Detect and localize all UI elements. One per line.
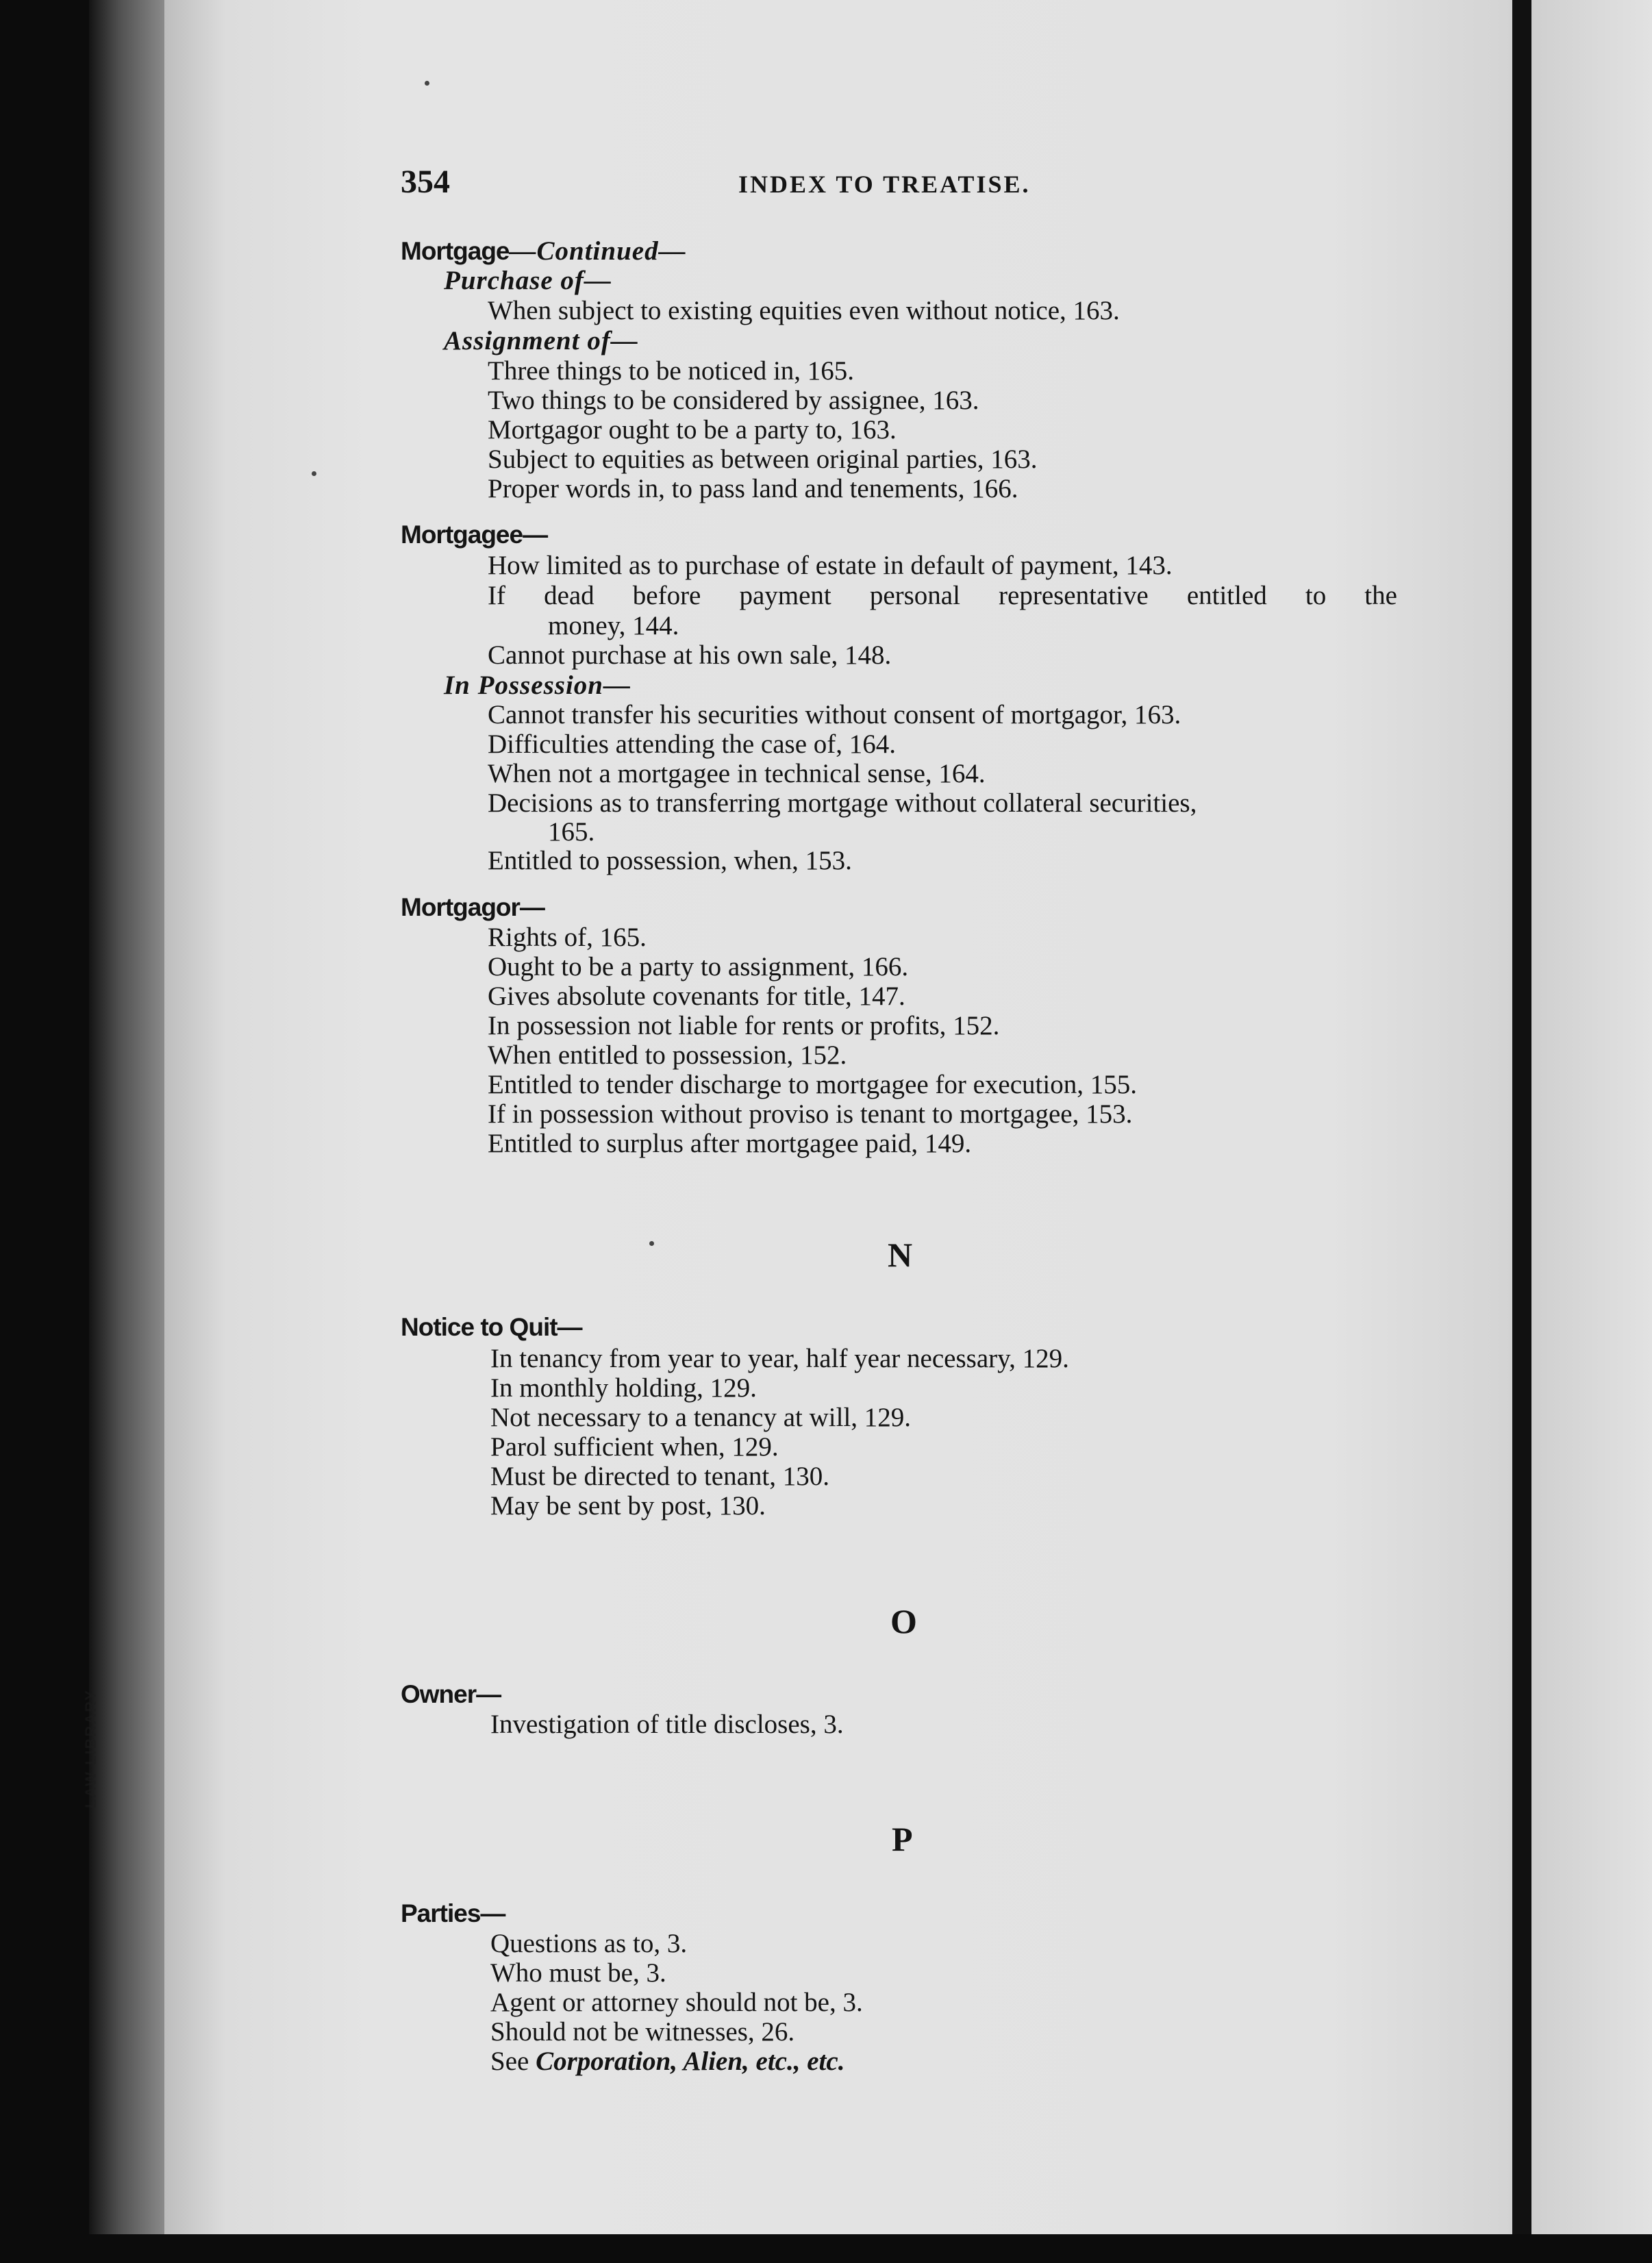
subheading-assignment: Assignment of— <box>444 326 638 355</box>
index-line: When not a mortgagee in technical sense, 164. <box>488 759 986 788</box>
index-line: How limited as to purchase of estate in default of payment, 143. <box>488 551 1173 580</box>
heading-owner: Owner— <box>401 1680 501 1708</box>
see-prefix: See <box>490 2047 536 2076</box>
page-number: 354 <box>401 164 450 200</box>
subheading-purchase: Purchase of— <box>444 266 612 295</box>
index-line: Entitled to surplus after mortgagee paid, 149. <box>488 1129 972 1158</box>
word: personal <box>869 581 960 610</box>
index-line: In tenancy from year to year, half year necessary, 129. <box>490 1344 1069 1373</box>
word: to <box>1305 581 1327 610</box>
speck <box>312 471 316 476</box>
index-line: Questions as to, 3. <box>490 1929 688 1958</box>
index-line: Parol sufficient when, 129. <box>490 1432 779 1462</box>
index-line: Must be directed to tenant, 130. <box>490 1462 829 1491</box>
index-line: Two things to be considered by assignee, 163. <box>488 386 979 415</box>
index-line: Agent or attorney should not be, 3. <box>490 1988 863 2017</box>
heading-mortgagor: Mortgagor— <box>401 893 545 921</box>
section-letter-p: P <box>892 1820 913 1858</box>
subheading-in-possession: In Possession— <box>444 671 631 700</box>
index-line: When entitled to possession, 152. <box>488 1040 847 1070</box>
index-line-continuation: money, 144. <box>548 611 679 640</box>
index-line: Investigation of title discloses, 3. <box>490 1710 844 1739</box>
word: dead <box>544 581 595 610</box>
word: representative <box>999 581 1149 610</box>
section-letter-o: O <box>890 1602 917 1640</box>
speck <box>425 81 429 86</box>
index-line: Ought to be a party to assignment, 166. <box>488 952 909 982</box>
word: the <box>1364 581 1397 610</box>
scan-bottom-border <box>0 2234 1652 2263</box>
see-references: Corporation, Alien, etc., etc. <box>536 2047 845 2076</box>
word: If <box>488 581 505 610</box>
heading-mortgage: Mortgage <box>401 237 510 265</box>
index-line: Gives absolute covenants for title, 147. <box>488 982 905 1011</box>
index-line: Cannot purchase at his own sale, 148. <box>488 640 892 670</box>
index-line: Mortgagor ought to be a party to, 163. <box>488 415 897 445</box>
index-line: In possession not liable for rents or profits, 152. <box>488 1011 1000 1040</box>
word: entitled <box>1186 581 1267 610</box>
section-letter-n: N <box>888 1236 913 1274</box>
heading-notice-to-quit: Notice to Quit— <box>401 1313 582 1341</box>
running-head: INDEX TO TREATISE. <box>738 171 1031 198</box>
index-line-justified <box>488 581 1397 611</box>
index-line-see-also <box>490 2047 844 2077</box>
index-line: In monthly holding, 129. <box>490 1373 757 1403</box>
index-line: Cannot transfer his securities without consent of mortgagor, 163. <box>488 700 1181 729</box>
index-line: Three things to be noticed in, 165. <box>488 356 855 386</box>
index-line: Entitled to possession, when, 153. <box>488 846 852 875</box>
heading-parties: Parties— <box>401 1899 505 1927</box>
index-line: Proper words in, to pass land and tenements, 166. <box>488 474 1018 503</box>
speck <box>649 1241 654 1246</box>
heading-mortgagee: Mortgagee— <box>401 521 548 549</box>
index-line: Decisions as to transferring mortgage without collateral securities, <box>488 788 1197 818</box>
index-line: Should not be witnesses, 26. <box>490 2017 795 2047</box>
index-line: Rights of, 165. <box>488 923 647 952</box>
word: payment <box>739 581 831 610</box>
index-line: When subject to existing equities even without notice, 163. <box>488 296 1120 325</box>
index-line-continuation: 165. <box>548 817 595 847</box>
entry-heading-mortgage <box>401 236 686 266</box>
index-line: May be sent by post, 130. <box>490 1491 766 1521</box>
index-line: Who must be, 3. <box>490 1958 666 1988</box>
library-stamp: LAW LIBRARY <box>82 1689 99 1808</box>
index-line: Entitled to tender discharge to mortgagee for execution, 155. <box>488 1070 1137 1099</box>
index-line: Subject to equities as between original parties, 163. <box>488 445 1038 474</box>
index-line: If in possession without proviso is tenant to mortgagee, 153. <box>488 1099 1133 1129</box>
index-line: Not necessary to a tenancy at will, 129. <box>490 1403 912 1432</box>
heading-continued: —Continued— <box>509 236 686 266</box>
index-line: Difficulties attending the case of, 164. <box>488 729 897 759</box>
word: before <box>632 581 701 610</box>
